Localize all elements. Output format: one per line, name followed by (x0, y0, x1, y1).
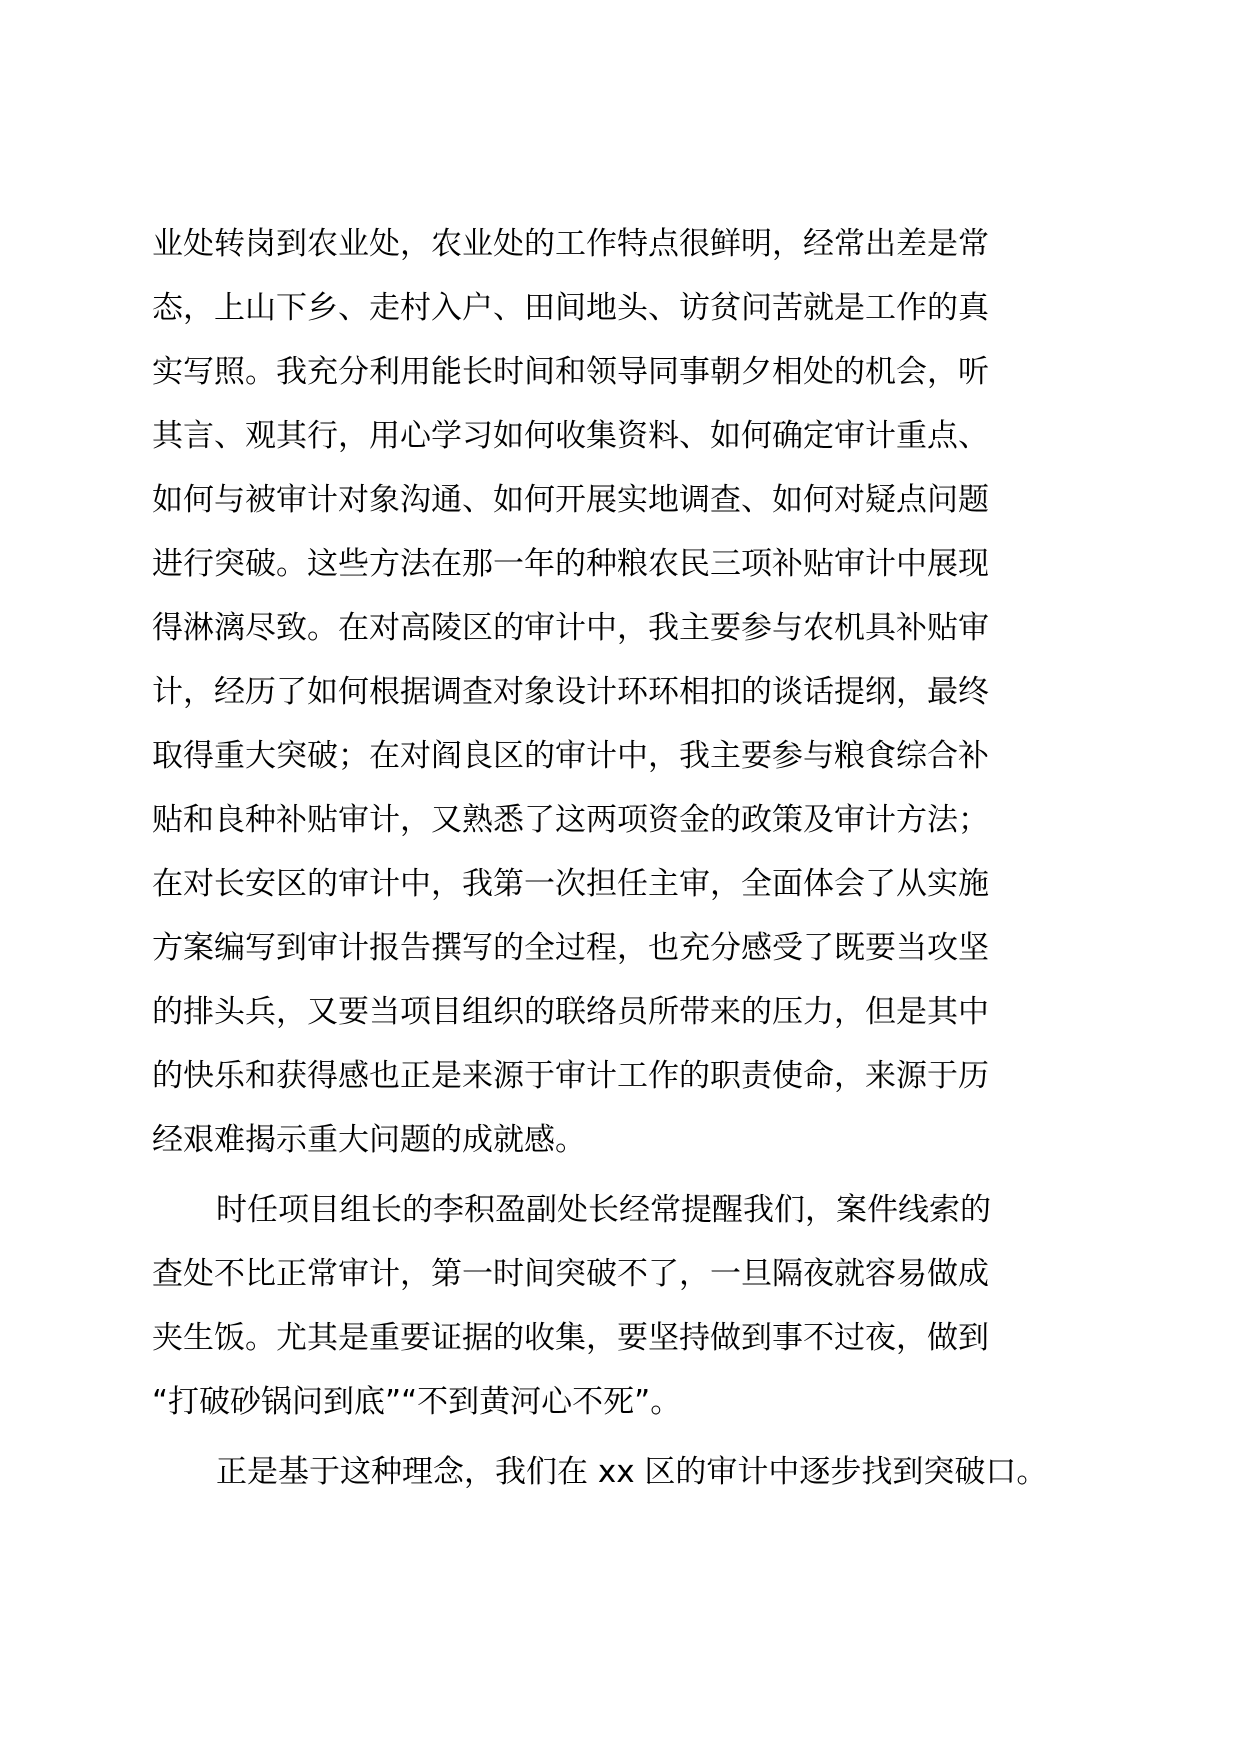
text-line: 的排头兵，又要当项目组织的联络员所带来的压力，但是其中 (152, 994, 989, 1030)
text-line: 贴和良种补贴审计，又熟悉了这两项资金的政策及审计方法； (152, 802, 989, 838)
text-line: 方案编写到审计报告撰写的全过程，也充分感受了既要当攻坚 (152, 930, 989, 966)
text-line: 业处转岗到农业处，农业处的工作特点很鲜明，经常出差是常 (152, 226, 989, 262)
text-line: 取得重大突破；在对阎良区的审计中，我主要参与粮食综合补 (152, 738, 989, 774)
text-line: 实写照。我充分利用能长时间和领导同事朝夕相处的机会，听 (152, 354, 989, 390)
text-line: 查处不比正常审计，第一时间突破不了，一旦隔夜就容易做成 (152, 1256, 989, 1292)
text-line: 的快乐和获得感也正是来源于审计工作的职责使命，来源于历 (152, 1058, 989, 1094)
text-line: 其言、观其行，用心学习如何收集资料、如何确定审计重点、 (152, 418, 989, 454)
text-line: 夹生饭。尤其是重要证据的收集，要坚持做到事不过夜，做到 (152, 1320, 989, 1356)
text-line: 如何与被审计对象沟通、如何开展实地调查、如何对疑点问题 (152, 482, 989, 518)
text-line: 经艰难揭示重大问题的成就感。 (152, 1122, 586, 1158)
text-line: 态，上山下乡、走村入户、田间地头、访贫问苦就是工作的真 (152, 290, 989, 326)
paragraph-start-line: 时任项目组长的李积盈副处长经常提醒我们，案件线索的 (216, 1192, 991, 1228)
text-line: 得淋漓尽致。在对高陵区的审计中，我主要参与农机具补贴审 (152, 610, 989, 646)
body-text (152, 218, 1112, 1510)
text-line: 在对长安区的审计中，我第一次担任主审，全面体会了从实施 (152, 866, 989, 902)
paragraph-start-line: 正是基于这种理念，我们在 xx 区的审计中逐步找到突破口。 (216, 1454, 1048, 1490)
text-line: 计，经历了如何根据调查对象设计环环相扣的谈话提纲，最终 (152, 674, 989, 710)
text-line: “打破砂锅问到底”“不到黄河心不死”。 (152, 1384, 682, 1420)
text-line: 进行突破。这些方法在那一年的种粮农民三项补贴审计中展现 (152, 546, 989, 582)
